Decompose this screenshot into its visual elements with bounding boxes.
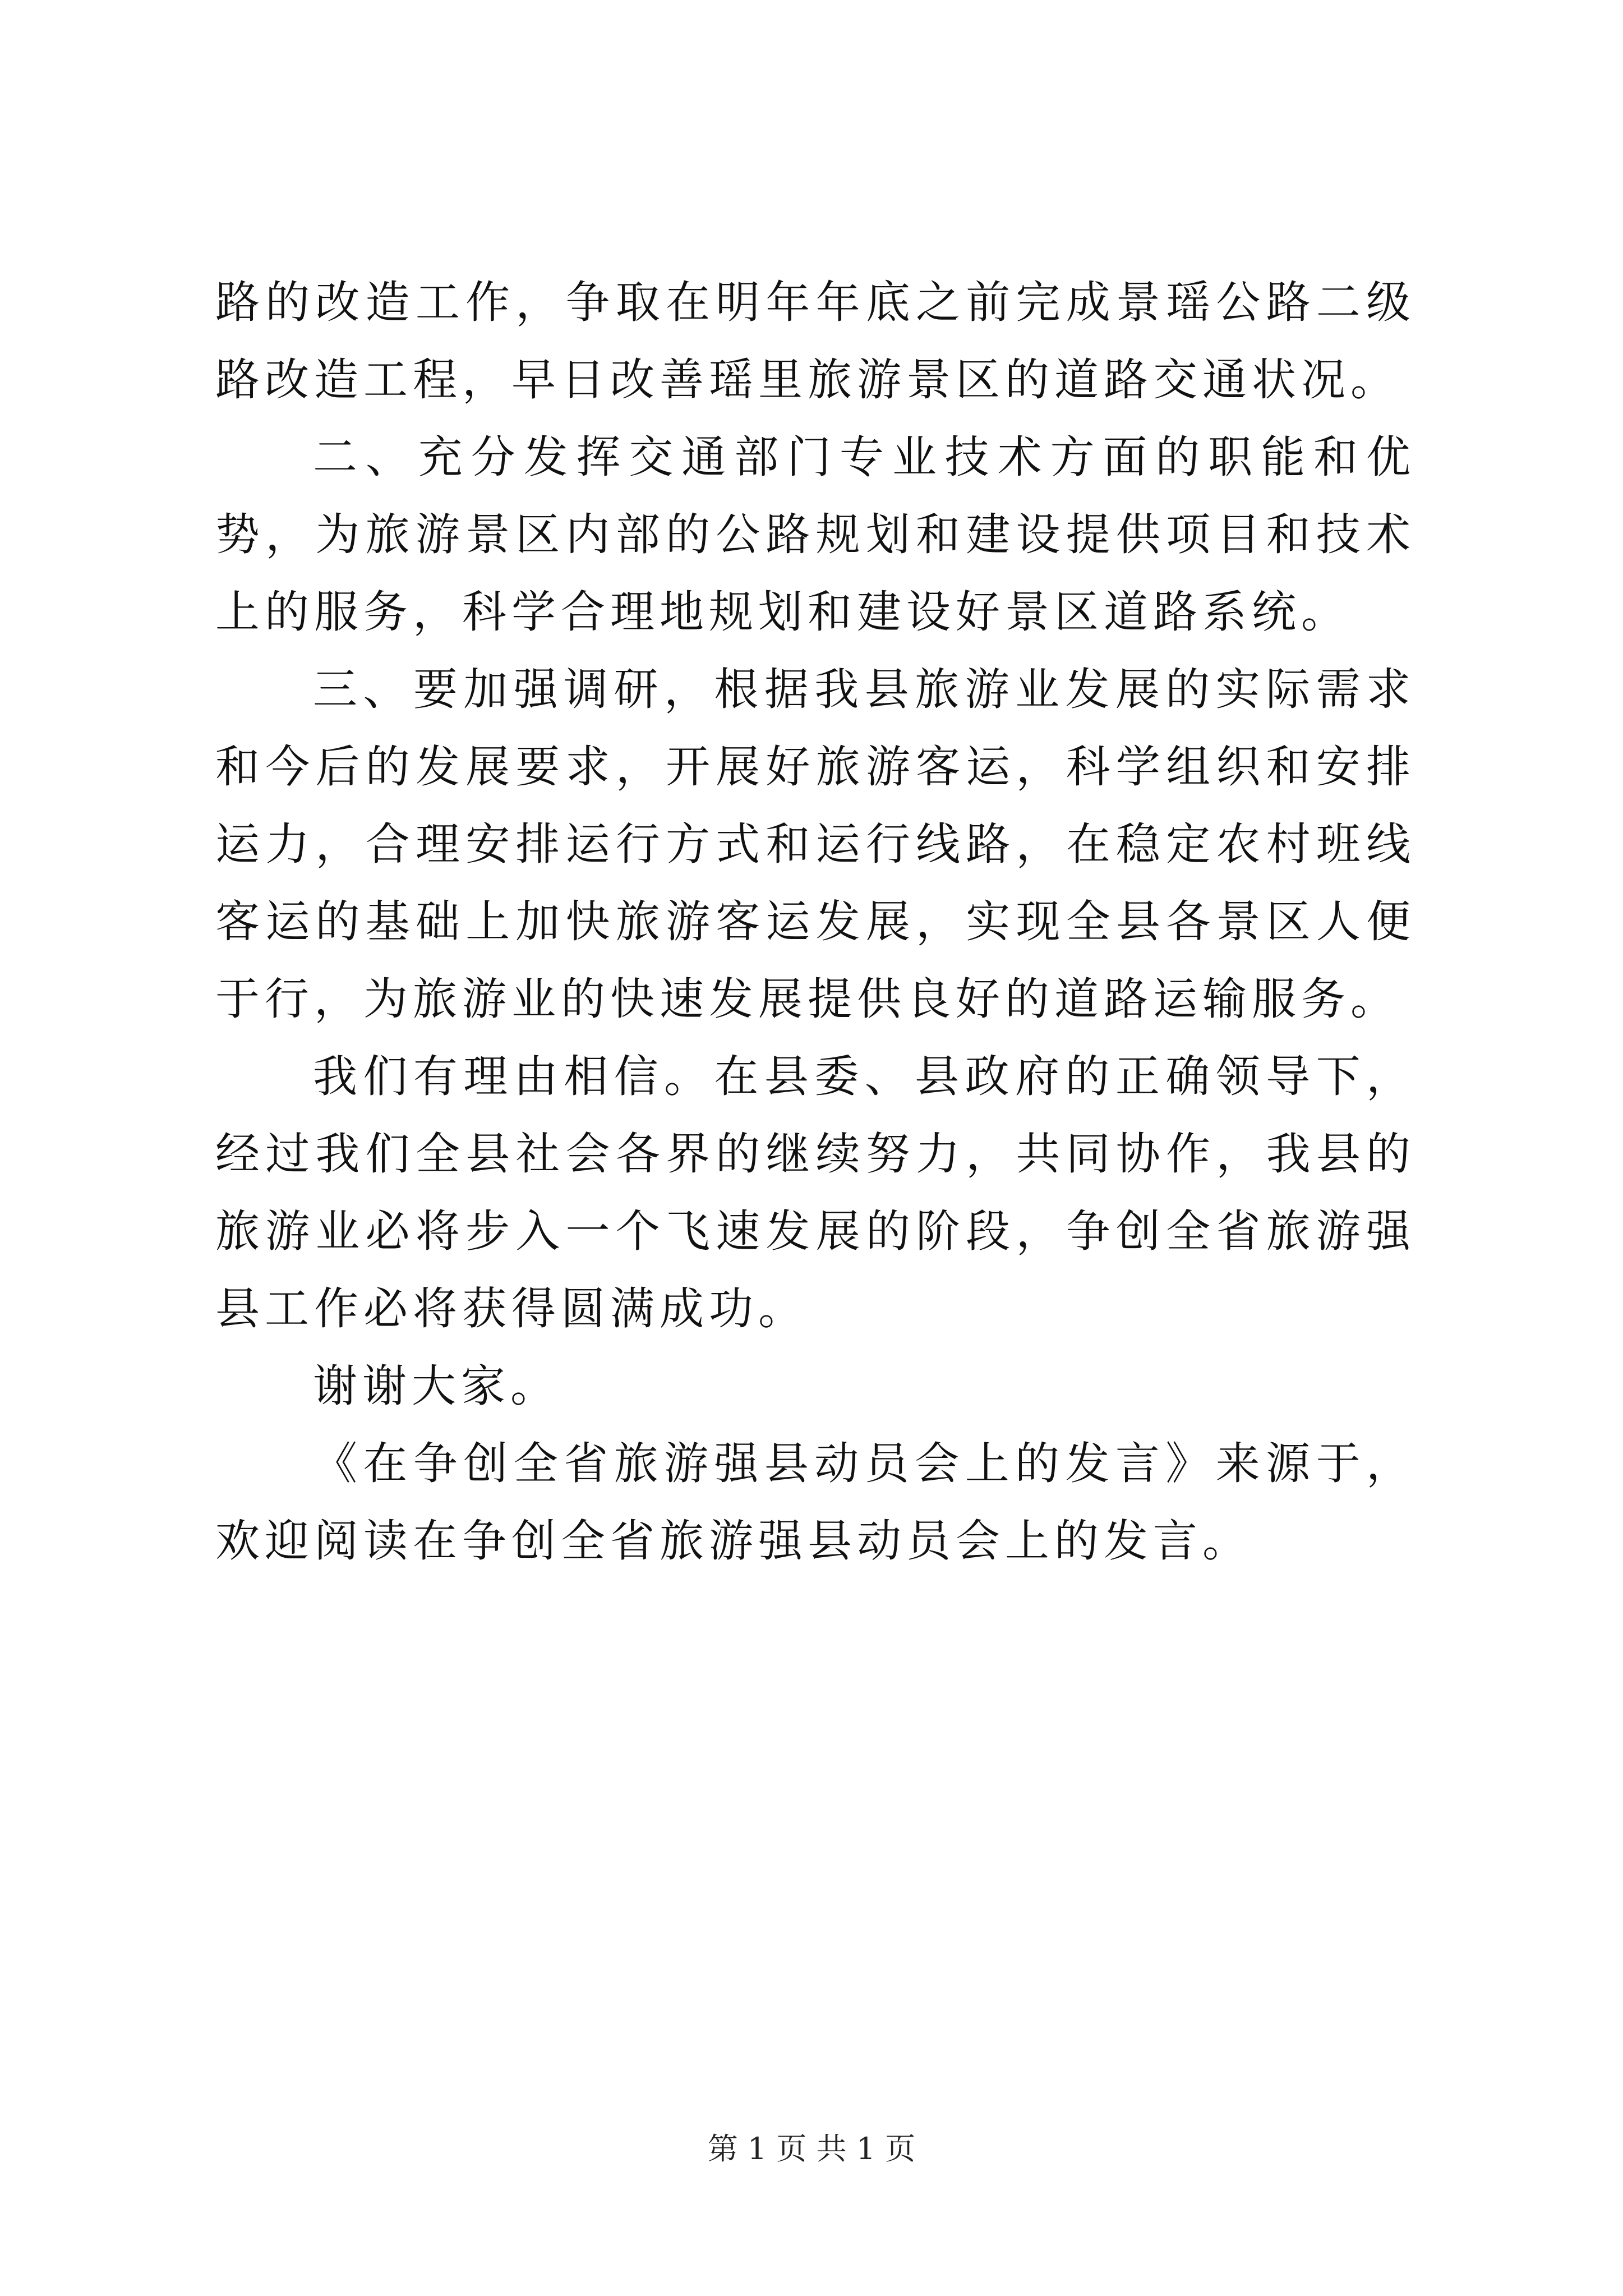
paragraph-thanks: 谢谢大家。 xyxy=(313,1360,560,1412)
paragraph-source-note: 《在争创全省旅游强县动员会上的发言》来源于，欢迎阅读在争创全省旅游强县动员会上的发言。 xyxy=(215,1438,1415,1567)
page-number-footer: 第 1 页 共 1 页 xyxy=(707,2131,916,2166)
paragraph-conclusion: 我们有理由相信。在县委、县政府的正确领导下，经过我们全县社会各界的继续努力，共同协作，我县的旅游业必将步入一个飞速发展的阶段，争创全省旅游强县工作必将获得圆满成功。 xyxy=(215,1051,1415,1335)
paragraph-point-three: 三、要加强调研，根据我县旅游业发展的实际需求和今后的发展要求，开展好旅游客运，科学组织和安排运力，合理安排运行方式和运行线路，在稳定农村班线客运的基础上加快旅游客运发展，实现全县各景区人便于行，为旅游业的快速发展提供良好的道路运输服务。 xyxy=(215,664,1415,1025)
paragraph-road-renovation: 路的改造工作，争取在明年年底之前完成景瑶公路二级路改造工程，早日改善瑶里旅游景区的道路交通状况。 xyxy=(215,277,1415,406)
paragraph-point-two: 二、充分发挥交通部门专业技术方面的职能和优势，为旅游景区内部的公路规划和建设提供项目和技术上的服务，科学合理地规划和建设好景区道路系统。 xyxy=(215,431,1415,638)
document-body xyxy=(215,264,1415,1580)
